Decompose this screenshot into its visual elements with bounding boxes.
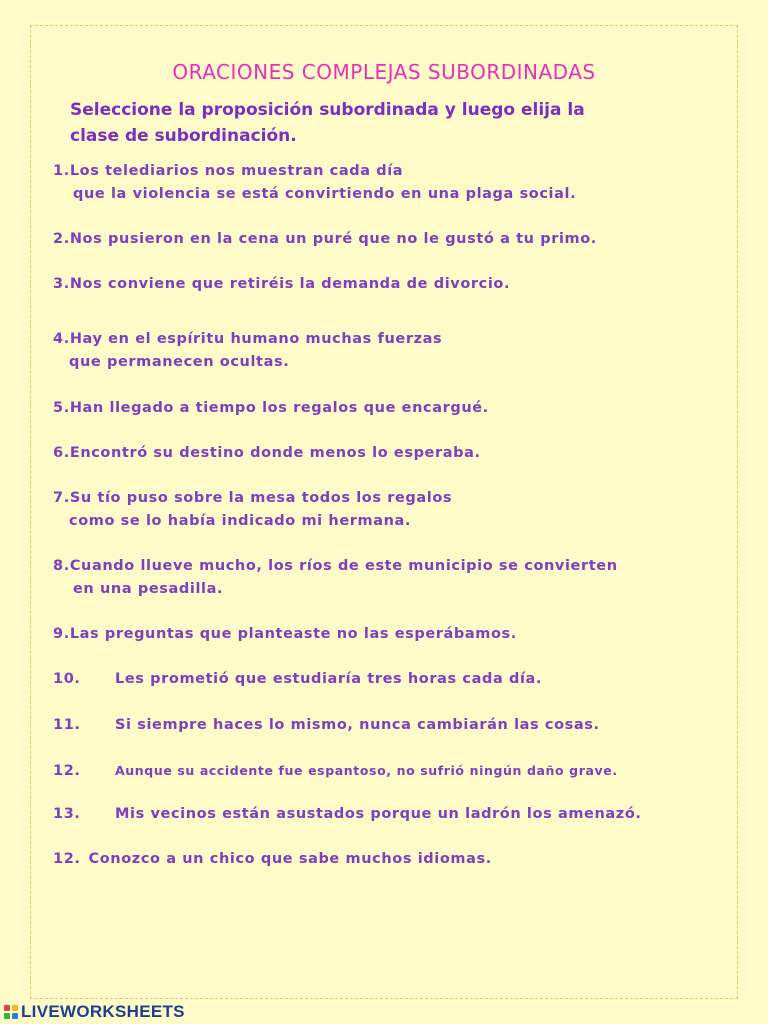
exercise-item-1: 1.Los telediarios nos muestran cada día que la violencia se está convirtiendo en una plaga social.: [53, 163, 577, 202]
exercise-item-12: 12. Aunque su accidente fue espantoso, no sufrió ningún daño grave.: [53, 763, 618, 779]
liveworksheets-logo-text: LIVEWORKSHEETS: [21, 1002, 185, 1021]
exercise-item-14: 12. Conozco a un chico que sabe muchos idiomas.: [53, 851, 492, 867]
exercise-item-9: 9.Las preguntas que planteaste no las esperábamos.: [53, 626, 517, 642]
exercise-item-10: 10. Les prometió que estudiaría tres horas cada día.: [53, 671, 543, 687]
exercise-item-7: 7.Su tío puso sobre la mesa todos los regalos como se lo había indicado mi hermana.: [53, 490, 453, 529]
instructions-line-1: Seleccione la proposición subordinada y luego elija la: [70, 100, 585, 120]
exercise-item-2: 2.Nos pusieron en la cena un puré que no le gustó a tu primo.: [53, 231, 597, 247]
exercise-item-3: 3.Nos conviene que retiréis la demanda de divorcio.: [53, 276, 511, 292]
exercise-item-6: 6.Encontró su destino donde menos lo esperaba.: [53, 445, 481, 461]
instructions: [70, 97, 690, 149]
liveworksheets-logo[interactable]: [4, 1002, 185, 1022]
page-title: ORACIONES COMPLEJAS SUBORDINADAS: [172, 60, 596, 84]
exercise-item-11: 11. Si siempre haces lo mismo, nunca cambiarán las cosas.: [53, 717, 600, 733]
exercise-item-5: 5.Han llegado a tiempo los regalos que encargué.: [53, 400, 489, 416]
exercise-item-4: 4.Hay en el espíritu humano muchas fuerzas que permanecen ocultas.: [53, 331, 443, 370]
instructions-line-2: clase de subordinación.: [70, 126, 297, 146]
liveworksheets-logo-icon: [4, 1005, 18, 1019]
exercise-item-13: 13. Mis vecinos están asustados porque un ladrón los amenazó.: [53, 806, 642, 822]
exercise-item-8: 8.Cuando llueve mucho, los ríos de este municipio se convierten en una pesadilla.: [53, 558, 618, 597]
